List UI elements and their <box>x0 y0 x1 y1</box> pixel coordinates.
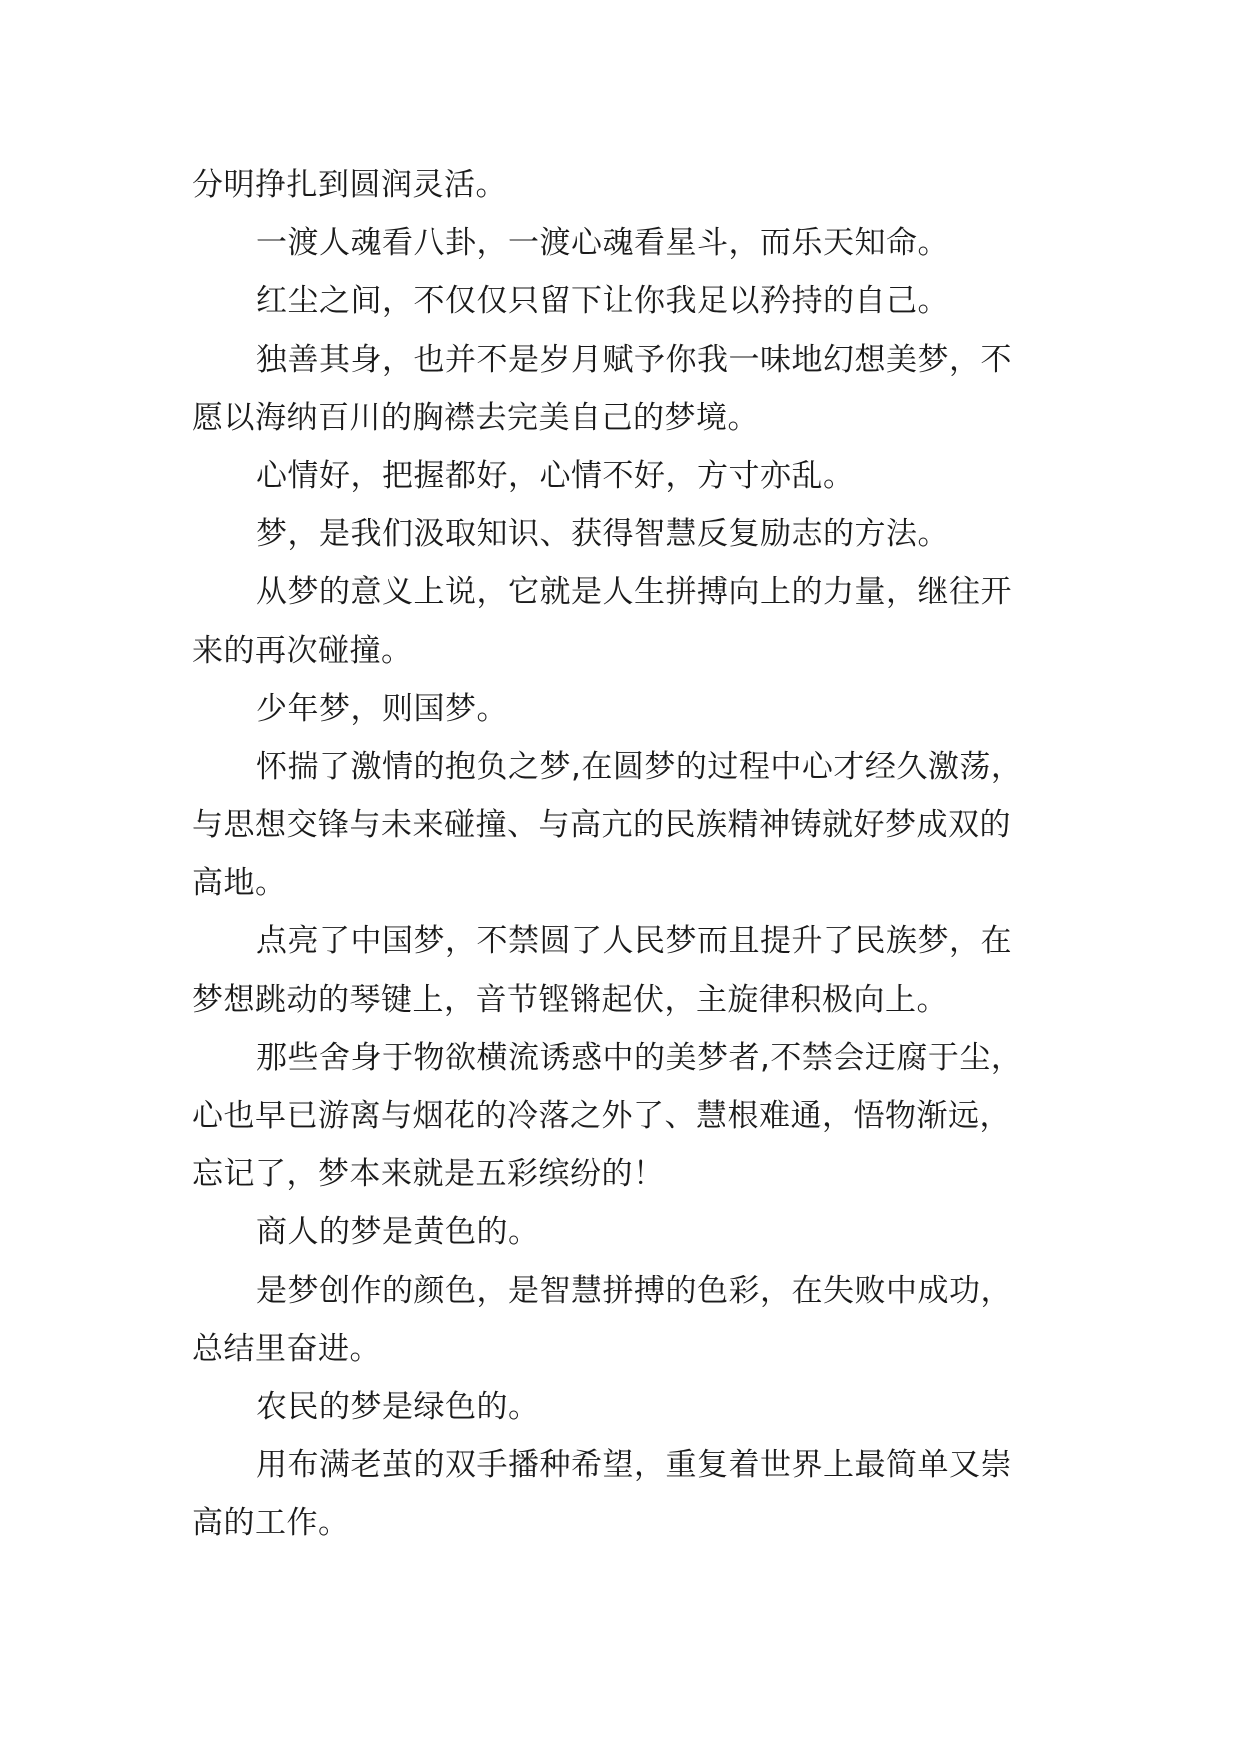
text-line: 与思想交锋与未来碰撞、与高亢的民族精神铸就好梦成双的 <box>192 807 1011 844</box>
paragraph-line: 独善其身，也并不是岁月赋予你我一味地幻想美梦，不 <box>256 341 1012 378</box>
text-line: 忘记了，梦本来就是五彩缤纷的！ <box>192 1156 665 1193</box>
text-line: 来的再次碰撞。 <box>192 632 413 669</box>
text-line: 高地。 <box>192 865 287 902</box>
text-line: 总结里奋进。 <box>192 1330 381 1367</box>
paragraph-line: 心情好，把握都好，心情不好，方寸亦乱。 <box>256 457 855 494</box>
paragraph-line: 从梦的意义上说，它就是人生拼搏向上的力量，继往开 <box>256 574 1012 611</box>
paragraph-line: 红尘之间，不仅仅只留下让你我足以矜持的自己。 <box>256 283 949 320</box>
paragraph-line: 少年梦，则国梦。 <box>256 690 508 727</box>
paragraph-line: 一渡人魂看八卦，一渡心魂看星斗，而乐天知命。 <box>256 225 949 262</box>
text-line: 高的工作。 <box>192 1505 350 1542</box>
text-line: 分明挣扎到圆润灵活。 <box>192 167 507 203</box>
text-line: 愿以海纳百川的胸襟去完美自己的梦境。 <box>192 399 759 436</box>
paragraph-line: 用布满老茧的双手播种希望，重复着世界上最简单又崇 <box>256 1447 1012 1484</box>
document-body <box>192 156 1072 1553</box>
paragraph-line: 是梦创作的颜色，是智慧拼搏的色彩，在失败中成功， <box>256 1272 1012 1309</box>
text-line: 梦想跳动的琴键上，音节铿锵起伏，主旋律积极向上。 <box>192 981 948 1018</box>
paragraph-line: 怀揣了激情的抱负之梦,在圆梦的过程中心才经久激荡， <box>256 748 1023 785</box>
text-line: 心也早已游离与烟花的冷落之外了、慧根难通，悟物渐远， <box>192 1098 1011 1134</box>
paragraph-line: 那些舍身于物欲横流诱惑中的美梦者,不禁会迂腐于尘， <box>256 1039 1023 1076</box>
paragraph-line: 农民的梦是绿色的。 <box>256 1388 540 1425</box>
paragraph-line: 点亮了中国梦，不禁圆了人民梦而且提升了民族梦，在 <box>256 923 1012 960</box>
paragraph-line: 梦，是我们汲取知识、获得智慧反复励志的方法。 <box>256 516 949 553</box>
paragraph-line: 商人的梦是黄色的。 <box>256 1214 540 1251</box>
